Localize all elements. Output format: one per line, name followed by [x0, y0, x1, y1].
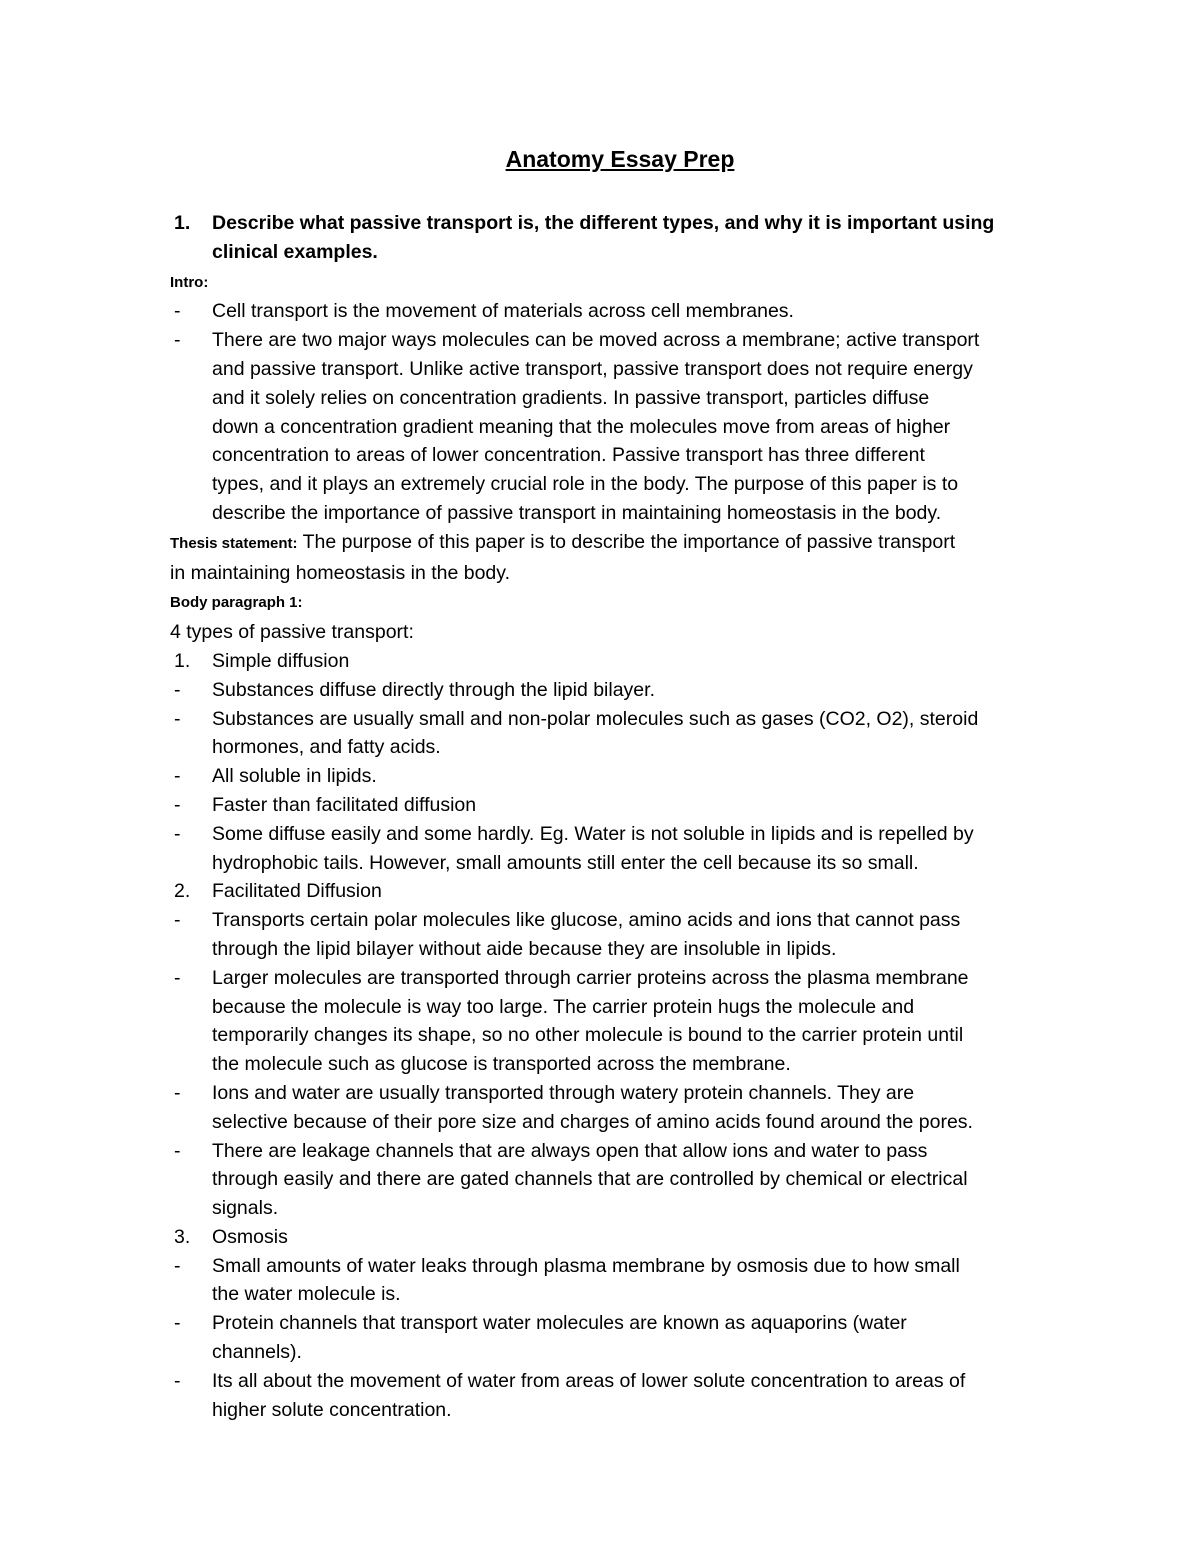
bullet-text: There are two major ways molecules can be moved across a membrane; active transport — [212, 329, 980, 352]
list-item-continuation — [170, 1396, 1070, 1425]
bullet-marker: - — [174, 1081, 181, 1104]
list-item — [170, 1252, 1070, 1281]
question-line-2 — [170, 238, 1070, 267]
section-heading — [170, 647, 1070, 676]
bullet-text: and passive transport. Unlike active transport, passive transport does not require energy — [212, 357, 973, 380]
body1-heading: 4 types of passive transport: — [170, 621, 414, 644]
bullet-text: All soluble in lipids. — [212, 765, 377, 788]
intro-bullet-continuation — [170, 470, 1070, 499]
thesis-text: The purpose of this paper is to describe the importance of passive transport — [297, 530, 956, 553]
section-heading — [170, 1223, 1070, 1252]
question-text: clinical examples. — [212, 240, 378, 263]
intro-label: Intro: — [170, 273, 209, 291]
bullet-marker: - — [174, 1254, 181, 1277]
bullet-text: Larger molecules are transported through carrier proteins across the plasma membrane — [212, 966, 969, 989]
bullet-text: signals. — [212, 1197, 279, 1220]
bullet-text: There are leakage channels that are always open that allow ions and water to pass — [212, 1139, 928, 1162]
bullet-text: Protein channels that transport water molecules are known as aquaporins (water — [212, 1312, 907, 1335]
bullet-text: hormones, and fatty acids. — [212, 736, 441, 759]
thesis-line-1 — [170, 528, 1070, 559]
list-item — [170, 1309, 1070, 1338]
intro-bullet — [170, 297, 1070, 326]
list-item — [170, 1137, 1070, 1166]
bullet-marker: - — [174, 1369, 181, 1392]
list-item-continuation — [170, 1050, 1070, 1079]
section-heading — [170, 877, 1070, 906]
list-item-continuation — [170, 1108, 1070, 1137]
bullet-text: higher solute concentration. — [212, 1398, 452, 1421]
list-item-continuation — [170, 1165, 1070, 1194]
section-title: Osmosis — [212, 1225, 288, 1248]
list-item — [170, 1079, 1070, 1108]
bullet-marker: - — [174, 300, 181, 323]
bullet-marker: - — [174, 1139, 181, 1162]
bullet-text: concentration to areas of lower concentration. Passive transport has three different — [212, 444, 925, 467]
list-item-continuation — [170, 1021, 1070, 1050]
body1-label-line — [170, 587, 1070, 618]
bullet-text: Some diffuse easily and some hardly. Eg. Water is not soluble in lipids and is repelled by — [212, 822, 974, 845]
bullet-marker: - — [174, 822, 181, 845]
bullet-marker: - — [174, 678, 181, 701]
bullet-text: channels). — [212, 1341, 302, 1364]
bullet-text: Substances are usually small and non-polar molecules such as gases (CO2, O2), steroid — [212, 707, 979, 730]
intro-bullet-continuation — [170, 355, 1070, 384]
list-item-continuation — [170, 1280, 1070, 1309]
list-item — [170, 1367, 1070, 1396]
question-line-1 — [170, 209, 1070, 238]
bullet-text: temporarily changes its shape, so no other molecule is bound to the carrier protein until — [212, 1024, 964, 1047]
bullet-marker: - — [174, 707, 181, 730]
bullet-text: down a concentration gradient meaning that the molecules move from areas of higher — [212, 415, 951, 438]
list-item-continuation — [170, 1194, 1070, 1223]
list-item-continuation — [170, 935, 1070, 964]
bullet-text: selective because of their pore size and charges of amino acids found around the pores. — [212, 1110, 973, 1133]
list-item — [170, 762, 1070, 791]
section-title: Simple diffusion — [212, 649, 350, 672]
bullet-text: Faster than facilitated diffusion — [212, 793, 477, 816]
list-item-continuation — [170, 1338, 1070, 1367]
list-item — [170, 820, 1070, 849]
bullet-text: the water molecule is. — [212, 1283, 401, 1306]
question-text: Describe what passive transport is, the different types, and why it is important using — [212, 212, 995, 234]
section-number: 3. — [174, 1225, 191, 1248]
intro-bullet-continuation — [170, 441, 1070, 470]
intro-bullet — [170, 326, 1070, 355]
intro-bullet-continuation — [170, 499, 1070, 528]
question-number: 1. — [174, 212, 191, 234]
document-content — [170, 143, 1070, 1424]
list-item — [170, 676, 1070, 705]
bullet-marker: - — [174, 909, 181, 932]
list-item — [170, 705, 1070, 734]
thesis-label: Thesis statement: — [170, 534, 298, 552]
list-item-continuation — [170, 733, 1070, 762]
bullet-marker: - — [174, 966, 181, 989]
section-number: 2. — [174, 880, 191, 903]
bullet-text: because the molecule is way too large. The carrier protein hugs the molecule and — [212, 995, 915, 1018]
body1-label: Body paragraph 1: — [170, 594, 303, 612]
bullet-text: types, and it plays an extremely crucial role in the body. The purpose of this paper is to — [212, 473, 959, 496]
bullet-text: describe the importance of passive transport in maintaining homeostasis in the body. — [212, 501, 942, 524]
bullet-marker: - — [174, 329, 181, 352]
intro-bullet-continuation — [170, 384, 1070, 413]
bullet-text: and it solely relies on concentration gradients. In passive transport, particles diffuse — [212, 386, 930, 409]
intro-label-line — [170, 267, 1070, 298]
list-item — [170, 906, 1070, 935]
bullet-text: through the lipid bilayer without aide because they are insoluble in lipids. — [212, 937, 837, 960]
bullet-marker: - — [174, 1312, 181, 1335]
bullet-text: Ions and water are usually transported through watery protein channels. They are — [212, 1081, 915, 1104]
bullet-text: hydrophobic tails. However, small amounts still enter the cell because its so small. — [212, 851, 919, 874]
list-item-continuation — [170, 993, 1070, 1022]
list-item — [170, 791, 1070, 820]
thesis-text: in maintaining homeostasis in the body. — [170, 561, 511, 584]
bullet-text: the molecule such as glucose is transported across the membrane. — [212, 1053, 791, 1076]
bullet-text: Small amounts of water leaks through plasma membrane by osmosis due to how small — [212, 1254, 960, 1277]
bullet-marker: - — [174, 793, 181, 816]
list-item — [170, 964, 1070, 993]
bullet-text: Its all about the movement of water from areas of lower solute concentration to areas of — [212, 1369, 966, 1392]
section-number: 1. — [174, 649, 191, 672]
bullet-text: Transports certain polar molecules like glucose, amino acids and ions that cannot pass — [212, 909, 961, 932]
bullet-text: through easily and there are gated channels that are controlled by chemical or electrical — [212, 1168, 968, 1191]
intro-bullet-continuation — [170, 413, 1070, 442]
document-title: Anatomy Essay Prep — [505, 146, 735, 172]
thesis-line-2 — [170, 559, 1070, 588]
bullet-marker: - — [174, 765, 181, 788]
section-title: Facilitated Diffusion — [212, 880, 382, 903]
bullet-text: Substances diffuse directly through the lipid bilayer. — [212, 678, 655, 701]
list-item-continuation — [170, 849, 1070, 878]
bullet-text: Cell transport is the movement of materials across cell membranes. — [212, 300, 794, 323]
